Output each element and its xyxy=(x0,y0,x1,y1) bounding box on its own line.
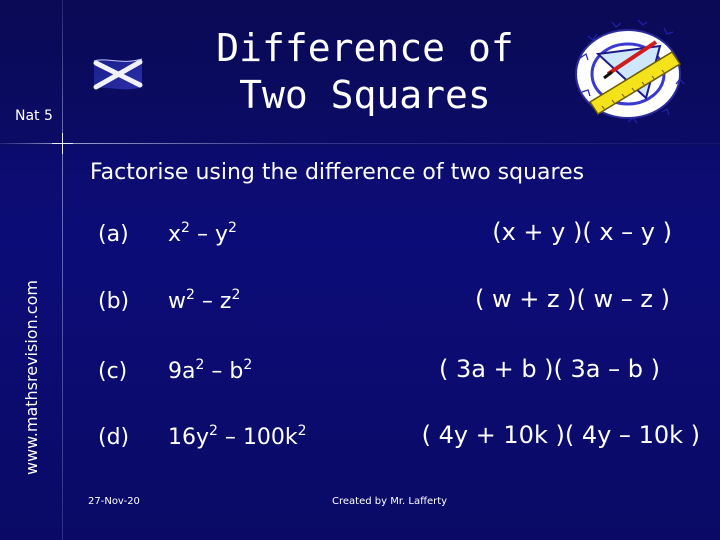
answer-text: ( 4y + 10k )( 4y – 10k ) xyxy=(421,421,700,449)
question-expression: $9a^2 - b^2$ xyxy=(168,357,253,384)
level-label: Nat 5 xyxy=(15,108,53,124)
sparkle-icon xyxy=(52,133,73,154)
question-row xyxy=(0,218,720,258)
answer-text: ( w + z )( w – z ) xyxy=(474,285,670,313)
scotland-flag-icon xyxy=(92,55,144,93)
page-title xyxy=(200,25,530,119)
footer-credit: Created by Mr. Lafferty xyxy=(332,496,448,507)
website-url: www.mathsrevision.com xyxy=(22,280,41,475)
question-row xyxy=(0,421,720,461)
question-label: (d) xyxy=(98,425,130,450)
question-row xyxy=(0,355,720,395)
instruction-text: Factorise using the difference of two squares xyxy=(90,160,585,185)
geometry-ruler-badge-icon xyxy=(568,14,688,132)
question-row xyxy=(0,285,720,325)
title-line-2: Two Squares xyxy=(239,73,491,117)
answer-text: (x + y )( x – y ) xyxy=(492,218,672,246)
footer-date: 27-Nov-20 xyxy=(88,496,140,507)
question-label: (c) xyxy=(98,359,128,384)
question-expression: $16y^2 - 100k^2$ xyxy=(168,423,307,450)
question-label: (b) xyxy=(98,289,130,314)
question-expression: $w^2 - z^2$ xyxy=(168,287,241,314)
horizontal-divider xyxy=(0,143,720,144)
answer-text: ( 3a + b )( 3a – b ) xyxy=(438,355,660,383)
question-expression: $x^2 - y^2$ xyxy=(168,220,237,247)
title-line-1: Difference of xyxy=(216,26,514,70)
question-label: (a) xyxy=(98,222,129,247)
